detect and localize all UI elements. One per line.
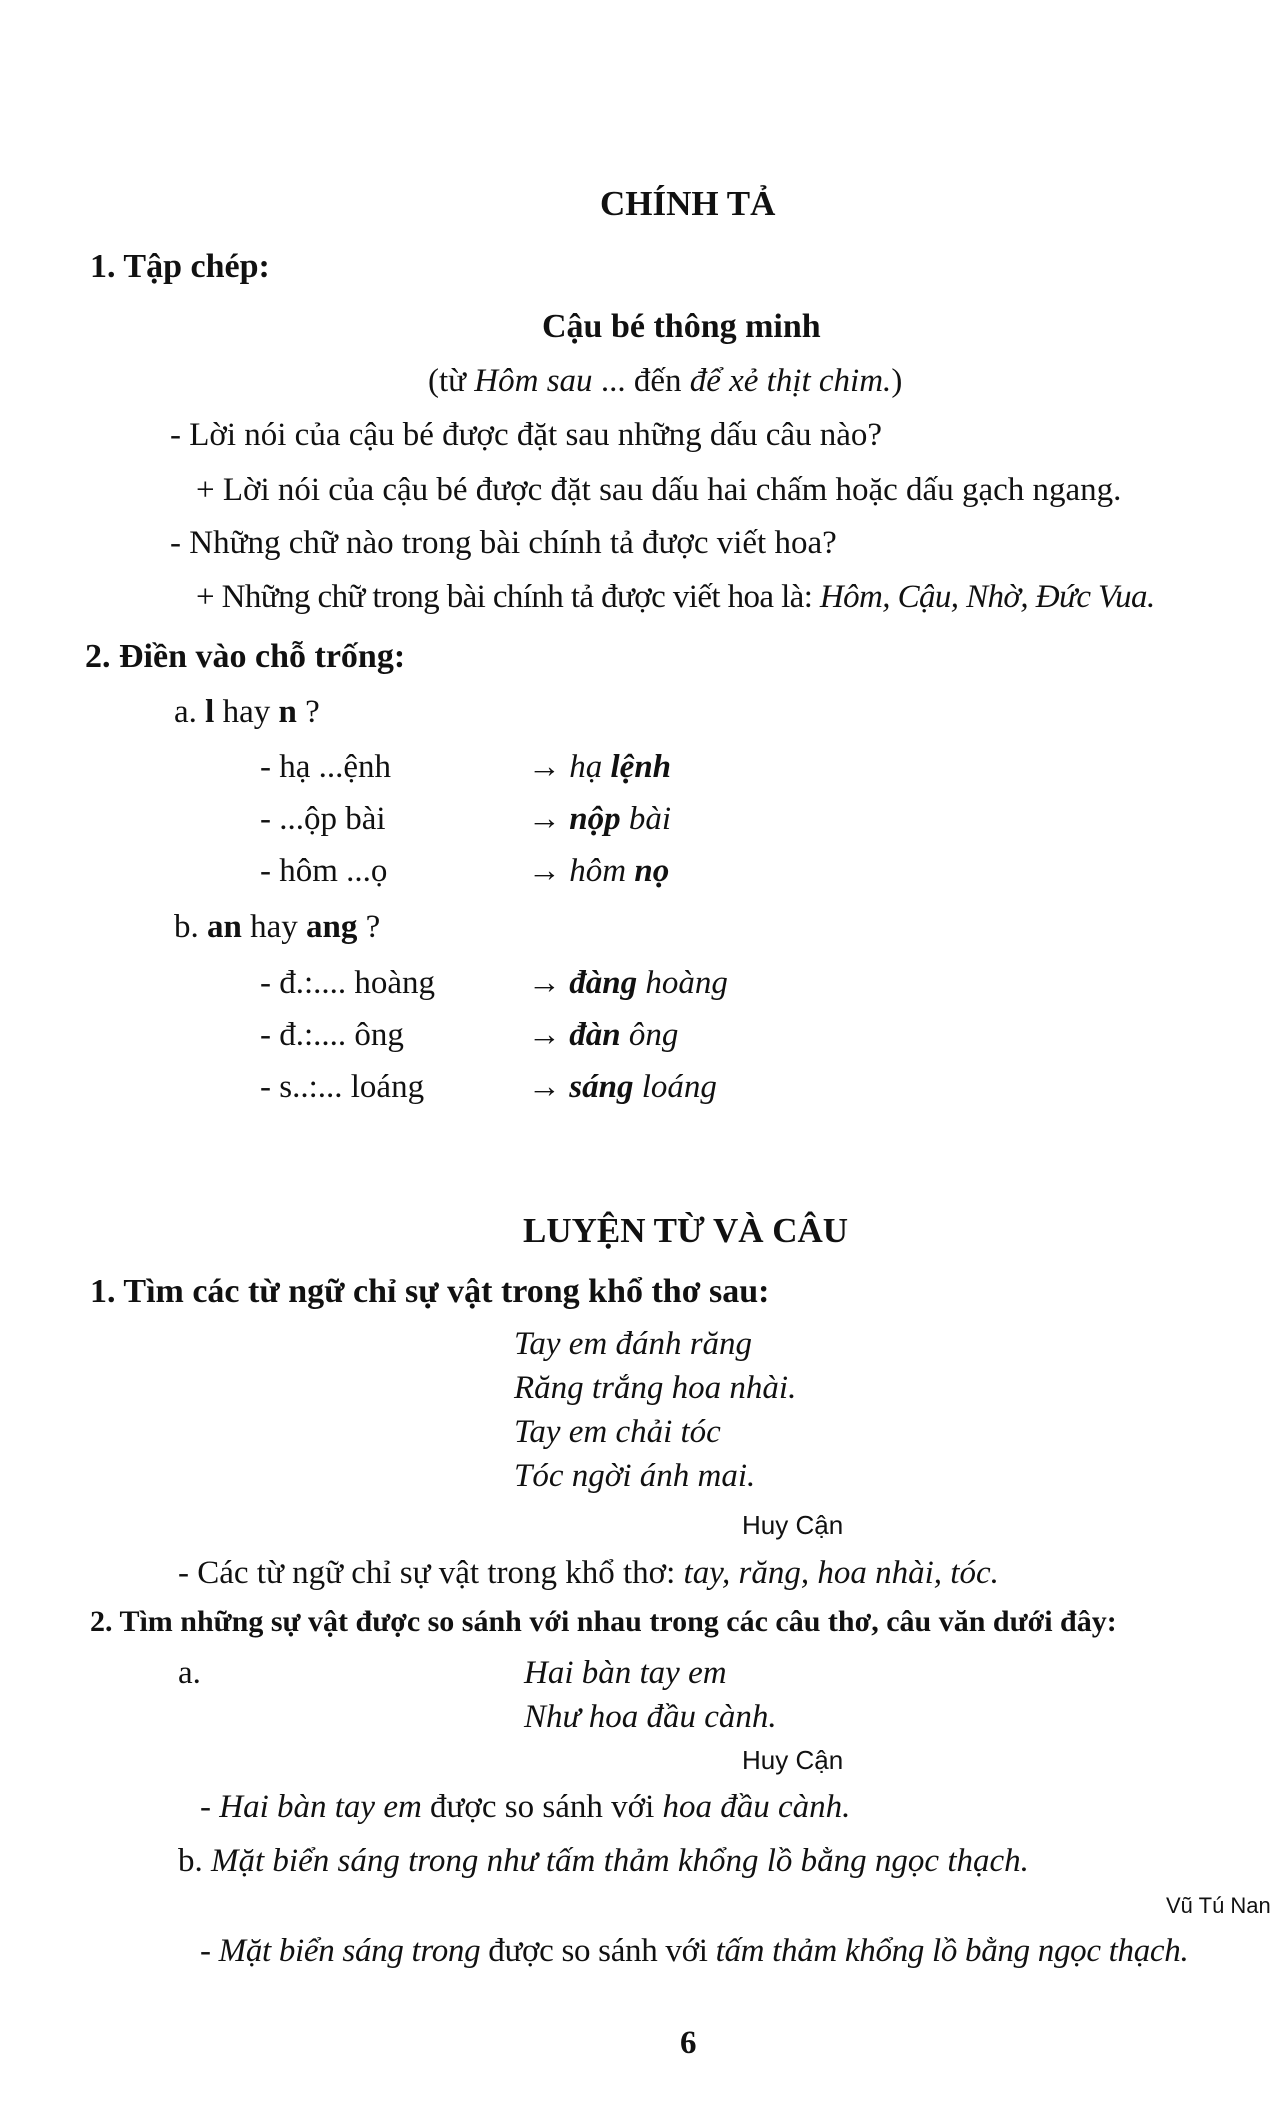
excerpt-range xyxy=(428,362,902,402)
excerpt-part: ... đến xyxy=(592,363,690,399)
label-part: hay xyxy=(241,909,307,945)
arrow-icon: → xyxy=(528,965,561,1001)
poem-line: Tóc ngời ánh mai. xyxy=(514,1458,756,1494)
poem-line: Như hoa đầu cành. xyxy=(524,1699,777,1735)
answer-part: sáng xyxy=(569,1069,634,1105)
heading-dien-vao: 2. Điền vào chỗ trống: xyxy=(85,638,406,675)
label-part: hay xyxy=(214,694,279,730)
heading-tim-tu-ngu: 1. Tìm các từ ngữ chỉ sự vật trong khổ thơ sau: xyxy=(90,1273,770,1310)
answer-words: tay, răng, hoa nhài, tóc. xyxy=(683,1555,999,1591)
part-b-label xyxy=(174,908,380,948)
answer-part: Mặt biển sáng trong xyxy=(218,1933,481,1969)
label-part: n xyxy=(278,694,297,730)
answer-part: Hai bàn tay em xyxy=(219,1789,422,1825)
answer-part: đàng xyxy=(569,965,638,1001)
poem-author: Huy Cận xyxy=(742,1745,844,1775)
excerpt-part: ) xyxy=(891,363,903,399)
answer-part: nọ xyxy=(634,853,670,889)
answer-part: - xyxy=(200,1933,219,1969)
q2a-answer xyxy=(200,1788,850,1828)
answer-2 xyxy=(196,578,1155,618)
answer-part: hôm xyxy=(569,853,635,889)
label-part: ? xyxy=(357,909,381,945)
answer-2-words: Hôm, Cậu, Nhờ, Đức Vua. xyxy=(819,579,1155,615)
label-part: b. xyxy=(174,909,207,945)
page-number: 6 xyxy=(680,2025,697,2061)
fill-item-answer xyxy=(528,1016,678,1056)
answer-part: đàn xyxy=(569,1017,621,1053)
answer-part: lệnh xyxy=(610,749,672,785)
part-a-label xyxy=(174,693,320,733)
poem-author: Huy Cận xyxy=(742,1510,844,1540)
fill-item-answer xyxy=(528,852,669,892)
arrow-icon: → xyxy=(528,1069,561,1105)
excerpt-part: (từ xyxy=(428,363,475,399)
answer-part: tấm thảm khổng lồ bằng ngọc thạch. xyxy=(715,1933,1189,1969)
part-b-label: b. xyxy=(178,1843,211,1879)
q2b-answer xyxy=(200,1932,1188,1972)
label-part: a. xyxy=(174,694,206,730)
label-part: an xyxy=(207,909,242,945)
answer-part: - xyxy=(200,1789,220,1825)
fill-item-question: - hôm ...ọ xyxy=(260,853,388,889)
heading-tap-chep: 1. Tập chép: xyxy=(90,248,270,285)
poem-line: Răng trắng hoa nhài. xyxy=(514,1370,797,1406)
q2b-sentence xyxy=(178,1842,1029,1882)
sentence-author: Vũ Tú Nan xyxy=(1166,1893,1271,1918)
fill-item-question: - đ.:.... ông xyxy=(260,1017,404,1053)
fill-item-question: - hạ ...ệnh xyxy=(260,749,392,785)
answer-part: được so sánh với xyxy=(480,1933,716,1969)
poem-line: Hai bàn tay em xyxy=(524,1655,727,1691)
excerpt-part: Hôm sau xyxy=(474,363,593,399)
fill-item-question: - ...ộp bài xyxy=(260,801,386,837)
story-title: Cậu bé thông minh xyxy=(542,308,821,345)
fill-item-answer xyxy=(528,748,671,788)
arrow-icon: → xyxy=(528,853,561,889)
answer-part: nộp xyxy=(569,801,621,837)
q1-answer xyxy=(178,1554,999,1594)
answer-part: ông xyxy=(620,1017,679,1053)
question-2: - Những chữ nào trong bài chính tả được viết hoa? xyxy=(170,525,837,561)
sentence-text: Mặt biển sáng trong như tấm thảm khổng lồ bằng ngọc thạch. xyxy=(211,1843,1029,1879)
arrow-icon: → xyxy=(528,801,561,837)
poem-line: Tay em đánh răng xyxy=(514,1326,753,1362)
section-title-luyen-tu: LUYỆN TỪ VÀ CÂU xyxy=(523,1211,849,1250)
fill-item-answer xyxy=(528,964,728,1004)
label-part: ? xyxy=(296,694,320,730)
part-a-label: a. xyxy=(178,1655,201,1691)
fill-item-answer xyxy=(528,800,671,840)
answer-part: được so sánh với xyxy=(421,1789,663,1825)
answer-part: bài xyxy=(620,801,672,837)
answer-1: + Lời nói của cậu bé được đặt sau dấu hai chấm hoặc dấu gạch ngang. xyxy=(196,472,1122,508)
answer-part: hoàng xyxy=(637,965,728,1001)
arrow-icon: → xyxy=(528,749,561,785)
answer-part: loáng xyxy=(633,1069,717,1105)
heading-tim-su-vat: 2. Tìm những sự vật được so sánh với nhau trong các câu thơ, câu văn dưới đây: xyxy=(90,1605,1117,1638)
label-part: l xyxy=(205,694,215,730)
answer-2-prefix: + Những chữ trong bài chính tả được viết hoa là: xyxy=(196,579,820,615)
poem-line: Tay em chải tóc xyxy=(514,1414,721,1450)
question-1: - Lời nói của cậu bé được đặt sau những dấu câu nào? xyxy=(170,417,883,453)
fill-item-question: - s..:... loáng xyxy=(260,1069,425,1105)
excerpt-part: để xẻ thịt chim. xyxy=(689,363,892,399)
answer-part: hoa đầu cành. xyxy=(662,1789,851,1825)
fill-item-answer xyxy=(528,1068,717,1108)
label-part: ang xyxy=(306,909,358,945)
answer-part: hạ xyxy=(569,749,611,785)
arrow-icon: → xyxy=(528,1017,561,1053)
section-title-chinh-ta: CHÍNH TẢ xyxy=(600,184,776,223)
answer-prefix: - Các từ ngữ chỉ sự vật trong khổ thơ: xyxy=(178,1555,684,1591)
fill-item-question: - đ.:.... hoàng xyxy=(260,965,436,1001)
